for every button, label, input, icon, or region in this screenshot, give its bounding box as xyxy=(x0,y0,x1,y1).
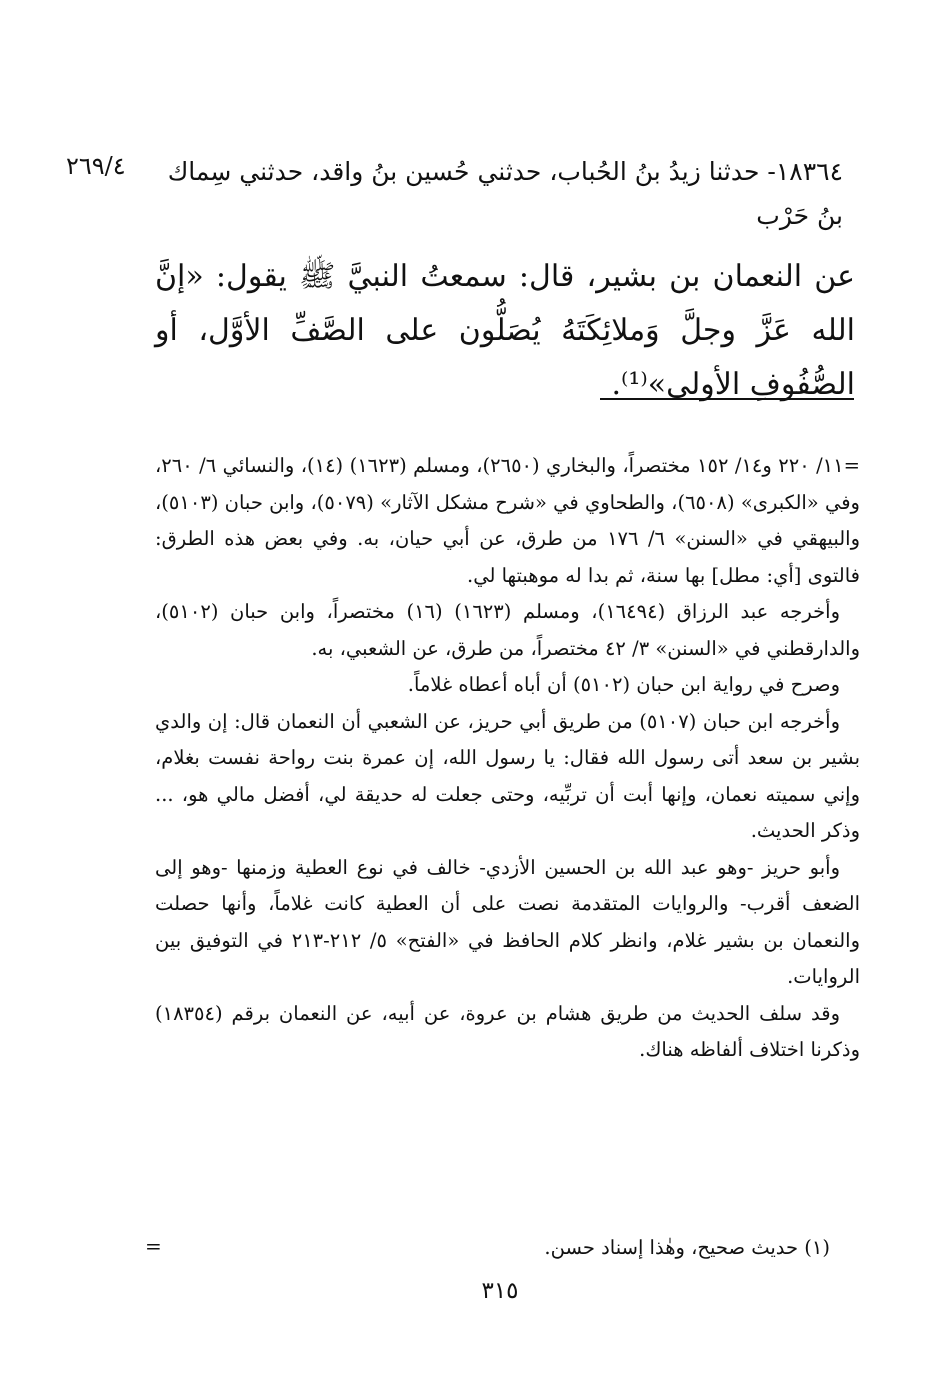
footnote-paragraph: وأخرجه ابن حبان (٥١٠٧) من طريق أبي حريز، عن الشعبي أن النعمان قال: إن والدي بشير بن سعد أتى رسول الله فقال: يا رسول الله، إن عمرة بنت رواحة نفست بغلام، وإني سميته نعمان، وإنها أبت أن تربِّيه، وحتى جعلت له حديقة لي، أفضل مالي هو، ... وذكر الحديث. xyxy=(155,709,860,842)
footnote-separator xyxy=(600,398,854,400)
footnote-paragraph: وأخرجه عبد الرزاق (١٦٤٩٤)، ومسلم (١٦٢٣) (١٦) مختصراً، وابن حبان (٥١٠٢)، والدارقطني في «السنن» ٣/ ٤٢ مختصراً، من طرق، عن الشعبي، به. xyxy=(155,600,860,660)
footnote-paragraph: وقد سلف الحديث من طريق هشام بن عروة، عن أبيه، عن النعمان برقم (١٨٣٥٤) وذكرنا اختلاف ألفاظه هناك. xyxy=(155,1001,860,1061)
volume-page-reference: ٢٦٩/٤ xyxy=(66,152,126,180)
footnotes-block xyxy=(155,448,860,1069)
footnote-paragraph: وصرح في رواية ابن حبان (٥١٠٢) أن أباه أعطاه غلاماً. xyxy=(407,673,840,696)
page-number: ٣١٥ xyxy=(481,1278,519,1304)
footnote-paragraph: =١١/ ٢٢٠ و١٤/ ١٥٢ مختصراً، والبخاري (٢٦٥٠)، ومسلم (١٦٢٣) (١٤)، والنسائي ٦/ ٢٦٠، وفي «الكبرى» (٦٥٠٨)، والطحاوي في «شرح مشكل الآثار» (٥٠٧٩)، وابن حبان (٥١٠٣)، والبيهقي في «السنن» ٦/ ١٧٦ من طرق، عن أبي حيان، به. وفي بعض هذه الطرق: فالتوى [أي: مطل] بها سنة، ثم بدا له موهبتها لي. xyxy=(155,454,860,587)
continuation-mark: = xyxy=(145,1234,162,1258)
footnote-1: (١) حديث صحيح، وهٰذا إسناد حسن. xyxy=(544,1236,830,1259)
hadith-isnad: ١٨٣٦٤- حدثنا زيدُ بنُ الحُباب، حدثني حُسين بنُ واقد، حدثني سِماك بنُ حَرْب xyxy=(167,157,843,230)
footnote-paragraph: وأبو حريز -وهو عبد الله بن الحسين الأزدي- خالف في نوع العطية وزمنها -وهو إلى الضعف أقرب- والروايات المتقدمة نصت على أن العطية كانت غلاماً، وأنها حصلت والنعمان بن بشير غلام، وانظر كلام الحافظ في «الفتح» ٥/ ٢١٢-٢١٣ في التوفيق بين الروايات. xyxy=(155,855,860,988)
hadith-matn: عن النعمان بن بشير، قال: سمعتُ النبيَّ ﷺ يقول: «إنَّ الله عَزَّ وجلَّ وَملائِكَتَهُ يُصَلُّون على الصَّفِّ الأوَّل، أو الصُّفُوفِ الأولى»⁽¹⁾. xyxy=(155,259,855,402)
